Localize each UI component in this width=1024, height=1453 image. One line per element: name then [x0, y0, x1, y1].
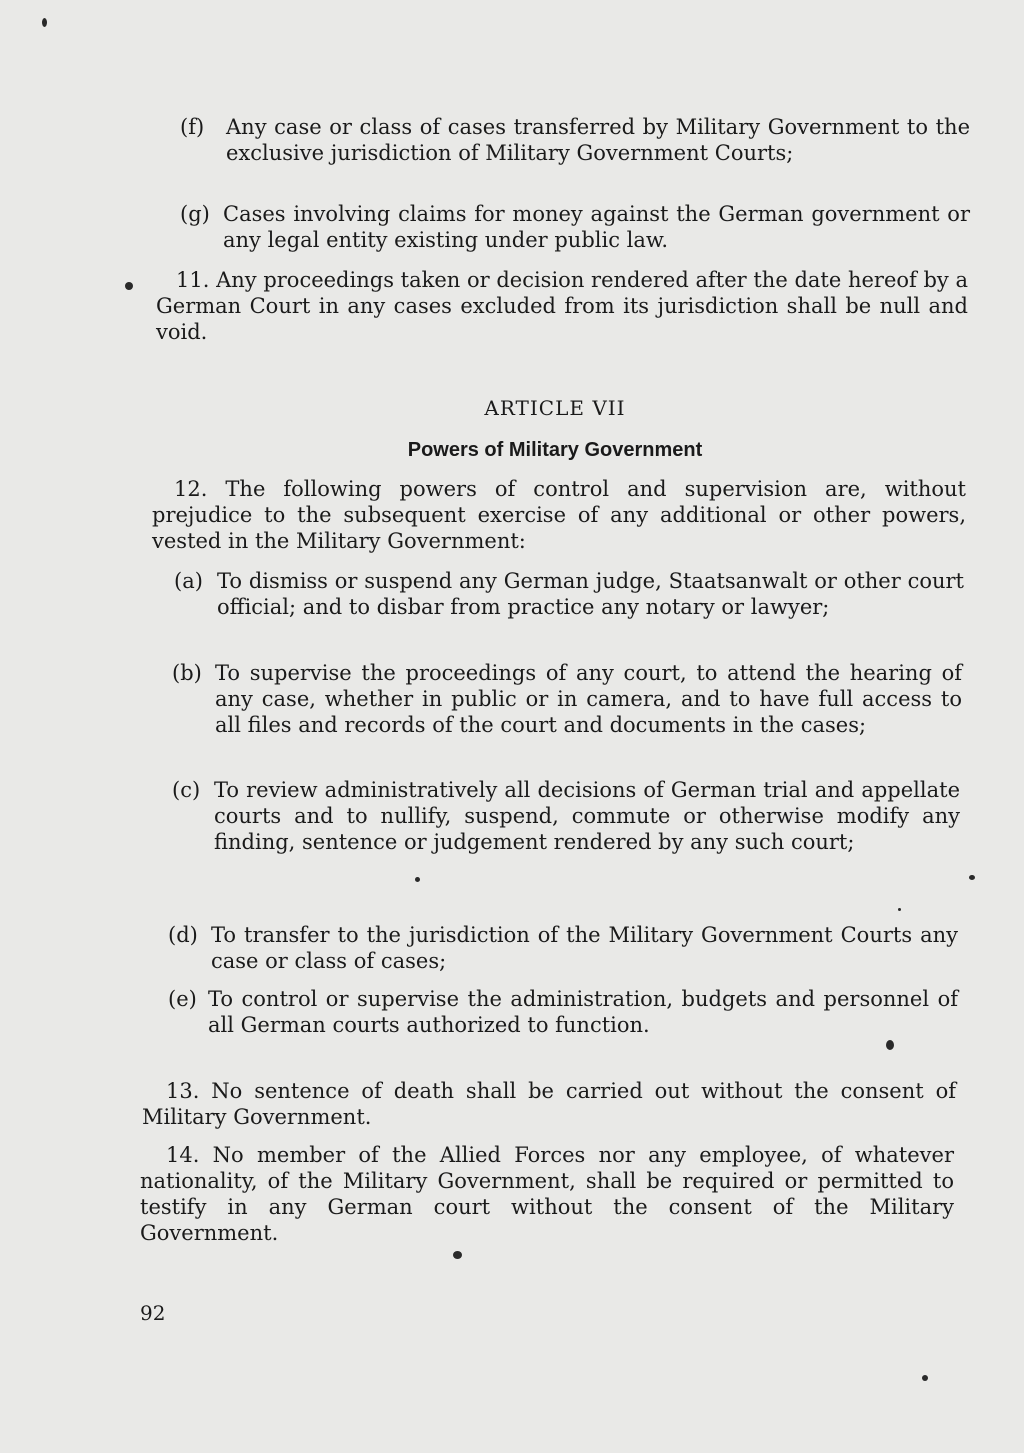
item-label: (c): [172, 778, 201, 802]
item-text: Any case or class of cases transferred by Military Government to the exclusive jurisdiction of Military Government Courts;: [226, 115, 970, 165]
scan-speck: [42, 18, 47, 27]
list-item-d: [168, 922, 958, 974]
paragraph-13: 13. No sentence of death shall be carried out without the consent of Military Government.: [142, 1079, 956, 1129]
item-text: To dismiss or suspend any German judge, Staatsanwalt or other court official; and to disbar from practice any notary or lawyer;: [217, 569, 964, 619]
list-item-g: [180, 201, 970, 253]
item-label: (e): [168, 987, 197, 1011]
item-label: (g): [180, 202, 210, 226]
list-item-e: [168, 986, 958, 1038]
paragraph-11: 11. Any proceedings taken or decision rendered after the date hereof by a German Court in any cases excluded from its jurisdiction shall be null and void.: [156, 268, 968, 344]
item-text: To supervise the proceedings of any court, to attend the hearing of any case, whether in public or in camera, and to have full access to all files and records of the court and documents in the cases;: [215, 661, 962, 737]
paragraph-12: 12. The following powers of control and supervision are, without prejudice to the subsequent exercise of any additional or other powers, vested in the Military Government:: [152, 477, 966, 553]
list-item-a: [174, 568, 964, 620]
article-heading: ARTICLE VII: [484, 396, 626, 420]
list-item-c: [172, 777, 960, 855]
section-heading: Powers of Military Government: [407, 439, 703, 461]
item-text: To transfer to the jurisdiction of the Military Government Courts any case or class of cases;: [211, 923, 958, 973]
scan-speck: [922, 1375, 928, 1381]
list-item-f: [180, 114, 970, 166]
scan-speck: [125, 282, 133, 290]
item-label: (b): [172, 661, 202, 685]
item-text: Cases involving claims for money against the German government or any legal entity existing under public law.: [223, 202, 970, 252]
scan-speck: [886, 1040, 894, 1050]
scan-speck: [898, 908, 901, 911]
list-item-b: [172, 660, 962, 738]
scan-speck: [415, 877, 420, 882]
item-text: To review administratively all decisions of German trial and appellate courts and to nullify, suspend, commute or otherwise modify any finding, sentence or judgement rendered by any such court;: [214, 778, 960, 854]
scan-speck: [969, 875, 975, 880]
item-text: To control or supervise the administration, budgets and personnel of all German courts authorized to function.: [208, 987, 958, 1037]
scan-speck: [453, 1251, 462, 1259]
item-label: (a): [174, 569, 203, 593]
item-label: (d): [168, 923, 198, 947]
item-label: (f): [180, 115, 205, 139]
paragraph-14: 14. No member of the Allied Forces nor any employee, of whatever nationality, of the Military Government, shall be required or permitted to testify in any German court without the consent of the Military Government.: [140, 1143, 954, 1245]
page-number: 92: [140, 1301, 166, 1325]
